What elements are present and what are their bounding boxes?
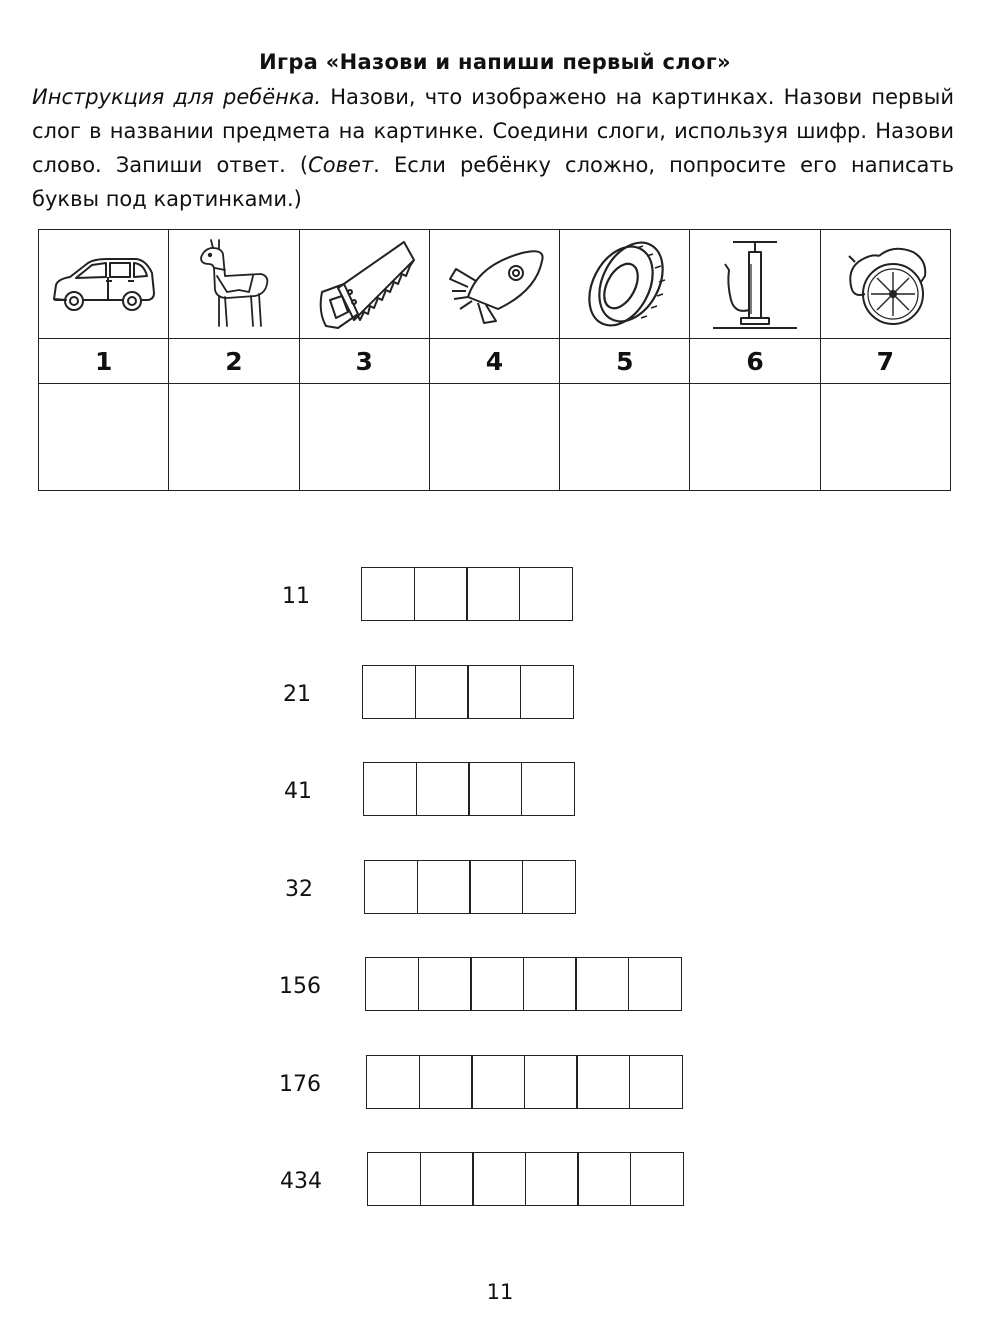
page-title: Игра «Назови и напиши первый слог» <box>259 50 731 74</box>
picture-number: 1 <box>39 338 169 384</box>
letter-cells <box>363 762 575 816</box>
picture-cell-3 <box>299 230 429 339</box>
letter-cell[interactable] <box>467 665 521 719</box>
tip-text: . Если ребёнку сложно, попросите его написать буквы под картинками.) <box>32 153 955 211</box>
word-code: 41 <box>284 779 312 804</box>
word-code: 176 <box>279 1072 321 1097</box>
picture-number: 2 <box>169 338 299 384</box>
picture-number: 5 <box>560 338 690 384</box>
instruction-label: Инструкция для ребёнка. <box>32 85 322 109</box>
syllable-answer-cell[interactable] <box>39 384 169 491</box>
car-icon <box>48 249 160 319</box>
number-row <box>39 338 951 384</box>
letter-cell[interactable] <box>470 957 524 1011</box>
saw-icon <box>308 236 420 332</box>
picture-number: 4 <box>429 338 559 384</box>
picture-cell-6 <box>690 230 820 339</box>
letter-cell[interactable] <box>419 1055 473 1109</box>
syllable-answer-cell[interactable] <box>299 384 429 491</box>
letter-cell[interactable] <box>525 1152 579 1206</box>
letter-cell[interactable] <box>520 665 574 719</box>
word-code: 434 <box>280 1169 322 1194</box>
llama-icon <box>189 234 279 334</box>
letter-cell[interactable] <box>576 1055 630 1109</box>
letter-cell[interactable] <box>628 957 682 1011</box>
word-row <box>0 957 1000 1013</box>
syllable-answer-cell[interactable] <box>690 384 820 491</box>
pump-icon <box>705 234 805 334</box>
letter-cell[interactable] <box>522 860 576 914</box>
letter-cell[interactable] <box>361 567 415 621</box>
word-code: 156 <box>279 974 321 999</box>
syllable-answer-row <box>39 384 951 491</box>
word-row <box>0 665 1000 721</box>
picture-cell-2 <box>169 230 299 339</box>
picture-cell-5 <box>560 230 690 339</box>
tip-label: Совет <box>308 153 374 177</box>
picture-number: 7 <box>820 338 950 384</box>
tire-icon <box>575 236 675 332</box>
word-code: 11 <box>282 584 310 609</box>
word-row <box>0 860 1000 916</box>
letter-cell[interactable] <box>524 1055 578 1109</box>
syllable-answer-cell[interactable] <box>820 384 950 491</box>
picture-cell-7 <box>820 230 950 339</box>
picture-number: 6 <box>690 338 820 384</box>
letter-cells <box>362 665 574 719</box>
rocket-icon <box>438 241 550 327</box>
letter-cell[interactable] <box>365 957 419 1011</box>
letter-cells <box>366 1055 683 1109</box>
letter-cells <box>367 1152 684 1206</box>
letter-cell[interactable] <box>420 1152 474 1206</box>
picture-row <box>39 230 951 339</box>
letter-cell[interactable] <box>469 860 523 914</box>
letter-cell[interactable] <box>366 1055 420 1109</box>
letter-cell[interactable] <box>575 957 629 1011</box>
letter-cell[interactable] <box>417 860 471 914</box>
lemon-icon <box>835 236 935 332</box>
syllable-answer-cell[interactable] <box>169 384 299 491</box>
letter-cell[interactable] <box>577 1152 631 1206</box>
letter-cell[interactable] <box>362 665 416 719</box>
letter-cell[interactable] <box>414 567 468 621</box>
page-number: 11 <box>486 1280 514 1304</box>
letter-cell[interactable] <box>521 762 575 816</box>
picture-table <box>38 229 951 491</box>
syllable-answer-cell[interactable] <box>429 384 559 491</box>
picture-cell-4 <box>429 230 559 339</box>
word-row <box>0 1152 1000 1208</box>
letter-cell[interactable] <box>471 1055 525 1109</box>
letter-cell[interactable] <box>415 665 469 719</box>
word-row <box>0 567 1000 623</box>
letter-cell[interactable] <box>523 957 577 1011</box>
word-row <box>0 762 1000 818</box>
letter-cells <box>365 957 682 1011</box>
letter-cell[interactable] <box>630 1152 684 1206</box>
letter-cells <box>364 860 576 914</box>
syllable-answer-cell[interactable] <box>560 384 690 491</box>
word-code: 32 <box>285 877 313 902</box>
picture-cell-1 <box>39 230 169 339</box>
letter-cells <box>361 567 573 621</box>
letter-cell[interactable] <box>363 762 417 816</box>
letter-cell[interactable] <box>519 567 573 621</box>
letter-cell[interactable] <box>364 860 418 914</box>
letter-cell[interactable] <box>468 762 522 816</box>
instruction-paragraph <box>32 80 954 216</box>
letter-cell[interactable] <box>416 762 470 816</box>
word-row <box>0 1055 1000 1111</box>
picture-number: 3 <box>299 338 429 384</box>
word-code: 21 <box>283 682 311 707</box>
letter-cell[interactable] <box>629 1055 683 1109</box>
letter-cell[interactable] <box>472 1152 526 1206</box>
letter-cell[interactable] <box>418 957 472 1011</box>
letter-cell[interactable] <box>466 567 520 621</box>
instruction-text: Назови, что изображено на картинках. Назови первый слог в названии предмета на картинке. Соедини слоги, используя шифр. Назови слово. Запиши ответ. ( <box>32 85 954 177</box>
letter-cell[interactable] <box>367 1152 421 1206</box>
